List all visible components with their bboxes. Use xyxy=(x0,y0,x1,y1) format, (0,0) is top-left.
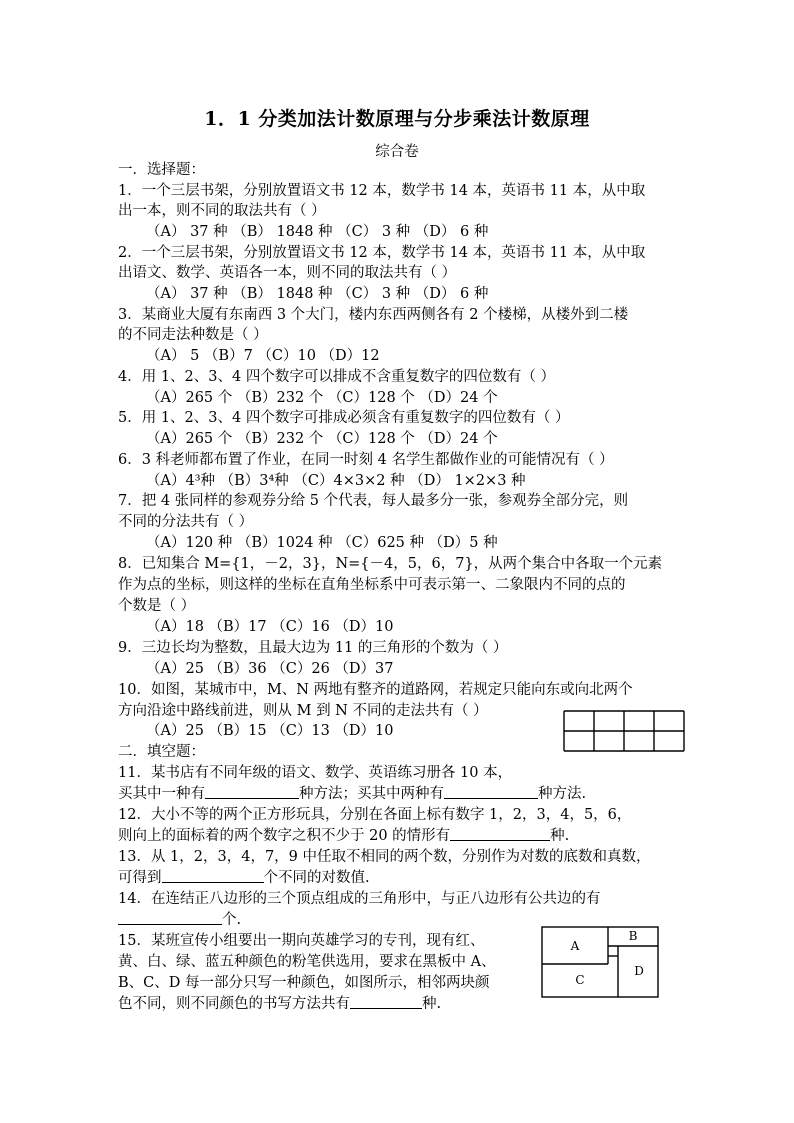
question-15-line-1: 15．某班宣传小组要出一期向英雄学习的专刊，现有红、 xyxy=(118,933,485,949)
answer-blank-11a[interactable] xyxy=(205,784,299,799)
question-4-line-1: 4．用 1、2、3、4 四个数字可以排成不含重复数字的四位数有（ ） xyxy=(118,369,555,385)
page-title: 1．1 分类加法计数原理与分步乘法计数原理 xyxy=(204,108,590,130)
question-9-options: （A）25 （B）36 （C）26 （D）37 xyxy=(146,661,394,677)
question-8-line-2: 作为点的坐标，则这样的坐标在直角坐标系中可表示第一、二象限内不同的点的 xyxy=(118,577,626,593)
question-11-line-1: 11．某书店有不同年级的语文、数学、英语练习册各 10 本， xyxy=(118,765,513,781)
question-11-text-b: 种方法；买其中两种有 xyxy=(299,786,444,802)
question-13-line-2 xyxy=(118,868,370,888)
section-heading-choice: 一．选择题： xyxy=(118,162,205,178)
question-4-options: （A）265 个 （B）232 个 （C）128 个 （D）24 个 xyxy=(146,390,498,406)
question-15-line-4 xyxy=(118,994,441,1014)
question-11-text-a: 买其中一种有 xyxy=(118,786,205,802)
question-3-options: （A） 5 （B）7 （C）10 （D）12 xyxy=(146,348,380,364)
question-15-line-2: 黄、白、绿、蓝五种颜色的粉笔供选用，要求在黑板中 A、 xyxy=(118,954,496,970)
answer-blank-11b[interactable] xyxy=(444,784,538,799)
answer-blank-13[interactable] xyxy=(162,868,264,883)
question-6-line-1: 6．3 科老师都布置了作业，在同一时刻 4 名学生都做作业的可能情况有（ ） xyxy=(118,452,614,468)
question-2-line-2: 出语文、数学、英语各一本，则不同的取法共有（ ） xyxy=(118,265,457,281)
question-15-line-3: B、C、D 每一部分只写一种颜色，如图所示，相邻两块颜 xyxy=(118,975,490,991)
question-1-options: （A） 37 种 （B） 1848 种 （C） 3 种 （D） 6 种 xyxy=(146,224,489,240)
question-2-line-1: 2．一个三层书架，分别放置语文书 12 本，数学书 14 本，英语书 11 本，从中取 xyxy=(118,245,646,261)
answer-blank-12[interactable] xyxy=(450,826,550,841)
question-11-line-2 xyxy=(118,784,586,804)
question-12-text-b: 种. xyxy=(550,828,570,844)
question-9-line-1: 9．三边长均为整数，且最大边为 11 的三角形的个数为（ ） xyxy=(118,640,508,656)
question-10-options: （A）25 （B）15 （C）13 （D）10 xyxy=(146,723,394,739)
region-coloring-figure xyxy=(541,926,659,998)
answer-blank-14[interactable] xyxy=(118,910,222,925)
question-5-options: （A）265 个 （B）232 个 （C）128 个 （D）24 个 xyxy=(146,431,498,447)
question-10-line-1: 10．如图，某城市中，M、N 两地有整齐的道路网，若规定只能向东或向北两个 xyxy=(118,682,633,698)
question-15-text-b: 种. xyxy=(422,996,442,1012)
question-8-line-1: 8．已知集合 M={1，－2，3}，N={－4，5，6，7}，从两个集合中各取一个元素 xyxy=(118,556,663,572)
page-subtitle: 综合卷 xyxy=(375,144,419,160)
question-14-text-b: 个. xyxy=(222,912,242,928)
question-8-line-3: 个数是（ ） xyxy=(118,598,196,614)
question-5-line-1: 5．用 1、2、3、4 四个数字可排成必须含有重复数字的四位数有（ ） xyxy=(118,410,570,426)
question-1-line-2: 出一本，则不同的取法共有（ ） xyxy=(118,203,326,219)
question-3-line-1: 3．某商业大厦有东南西 3 个大门，楼内东西两侧各有 2 个楼梯，从楼外到二楼 xyxy=(118,307,629,323)
question-11-text-c: 种方法. xyxy=(538,786,587,802)
region-a-label: A xyxy=(570,939,580,953)
question-6-options: （A）4³种 （B）3⁴种 （C）4×3×2 种 （D） 1×2×3 种 xyxy=(146,473,526,489)
question-13-line-1: 13．从 1，2，3，4，7，9 中任取不相同的两个数，分别作为对数的底数和真数， xyxy=(118,849,651,865)
question-13-text-b: 个不同的对数值. xyxy=(263,870,370,886)
question-8-options: （A）18 （B）17 （C）16 （D）10 xyxy=(146,619,394,635)
section-heading-fill: 二．填空题： xyxy=(118,744,205,760)
question-12-line-2 xyxy=(118,826,569,846)
question-1-line-1: 1．一个三层书架，分别放置语文书 12 本，数学书 14 本，英语书 11 本，从中取 xyxy=(118,183,646,199)
question-13-text-a: 可得到 xyxy=(118,870,162,886)
region-b-label: B xyxy=(628,929,638,943)
question-7-line-2: 不同的分法共有（ ） xyxy=(118,514,254,530)
question-2-options: （A） 37 种 （B） 1848 种 （C） 3 种 （D） 6 种 xyxy=(146,286,489,302)
region-d-label: D xyxy=(634,964,644,978)
question-10-line-2: 方向沿途中路线前进，则从 M 到 N 不同的走法共有（ ） xyxy=(118,703,488,719)
question-15-text-a: 色不同，则不同颜色的书写方法共有 xyxy=(118,996,350,1012)
question-12-text-a: 则向上的面标着的两个数字之积不少于 20 的情形有 xyxy=(118,828,451,844)
question-3-line-2: 的不同走法种数是（ ） xyxy=(118,327,268,343)
question-7-options: （A）120 种 （B）1024 种 （C）625 种 （D）5 种 xyxy=(146,535,498,551)
road-grid-figure xyxy=(563,710,685,752)
answer-blank-15[interactable] xyxy=(350,994,422,1009)
region-c-label: C xyxy=(575,973,585,987)
question-14-line-2 xyxy=(118,910,241,930)
question-12-line-1: 12．大小不等的两个正方形玩具，分别在各面上标有数字 1，2，3，4，5，6， xyxy=(118,807,632,823)
question-14-line-1: 14．在连结正八边形的三个顶点组成的三角形中，与正八边形有公共边的有 xyxy=(118,891,601,907)
question-7-line-1: 7．把 4 张同样的参观券分给 5 个代表，每人最多分一张，参观券全部分完，则 xyxy=(118,493,629,509)
